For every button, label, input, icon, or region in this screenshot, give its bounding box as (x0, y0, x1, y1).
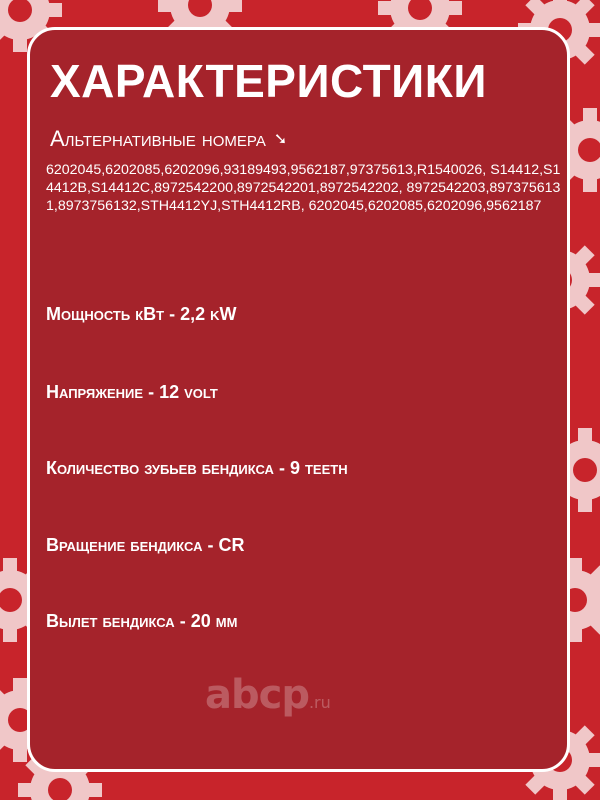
logo-main-text: abcp (205, 672, 309, 718)
spec-label: Вращение бендикса (46, 535, 203, 555)
spec-value: CR (218, 535, 245, 555)
spec-value: 2,2 kW (180, 304, 237, 324)
spec-separator: - (207, 535, 214, 555)
spec-separator: - (179, 611, 186, 631)
logo-suffix: .ru (308, 693, 331, 712)
spec-overhang (46, 611, 237, 632)
alternative-numbers-list: 6202045,6202085,6202096,93189493,9562187,97375613,R1540026, S14412,S14412B,S14412C,8972542200,8972542201,8972542202, 8972542203,8973756131,8973756132,STH4412YJ,STH4412RB, 6202045,6202085,6202096,9562187 (46, 162, 561, 214)
spec-label: Вылет бендикса (46, 611, 175, 631)
spec-label: Напряжение (46, 382, 144, 402)
spec-teeth (46, 458, 348, 479)
spec-value: 20 мм (190, 611, 238, 631)
spec-separator: - (169, 304, 176, 324)
spec-power (46, 304, 237, 325)
page-title: ХАРАКТЕРИСТИКИ (50, 55, 487, 107)
spec-value: 9 teeth (289, 458, 348, 478)
spec-voltage (46, 382, 218, 403)
spec-separator: - (278, 458, 285, 478)
spec-separator: - (148, 382, 155, 402)
characteristics-card (27, 27, 570, 772)
alternative-numbers-label: Альтернативные номера (50, 126, 266, 151)
spec-rotation (46, 535, 245, 556)
arrow-down-right-icon: ➘ (273, 131, 288, 148)
spec-value: 12 volt (159, 382, 218, 402)
abcp-logo (205, 672, 331, 718)
spec-label: Мощность кВт (46, 304, 165, 324)
alternative-numbers-heading (50, 126, 287, 152)
spec-label: Количество зубьев бендикса (46, 458, 274, 478)
